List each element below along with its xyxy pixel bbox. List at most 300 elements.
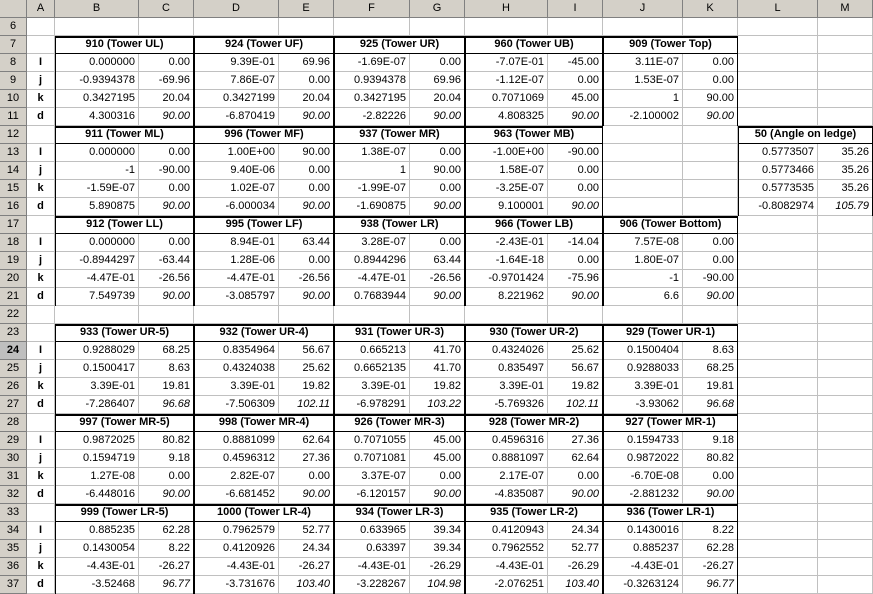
- grid-cell[interactable]: [683, 180, 738, 198]
- row-header-14[interactable]: 14: [0, 162, 27, 180]
- data-cell[interactable]: 9.40E-06: [194, 162, 279, 180]
- data-cell[interactable]: 90.00: [683, 288, 738, 306]
- grid-cell[interactable]: [738, 360, 818, 378]
- row-header-27[interactable]: 27: [0, 396, 27, 414]
- row-label-cell[interactable]: j: [27, 360, 55, 378]
- data-cell[interactable]: 0.835497: [465, 360, 548, 378]
- data-cell[interactable]: 0.9872022: [603, 450, 683, 468]
- data-cell[interactable]: 1.53E-07: [603, 72, 683, 90]
- grid-cell[interactable]: [738, 288, 818, 306]
- grid-cell[interactable]: [27, 36, 55, 54]
- data-cell[interactable]: -7.07E-01: [465, 54, 548, 72]
- row-header-28[interactable]: 28: [0, 414, 27, 432]
- data-cell[interactable]: 0.00: [683, 234, 738, 252]
- grid-cell[interactable]: [738, 36, 818, 54]
- group-title-cell[interactable]: 912 (Tower LL): [55, 216, 194, 234]
- data-cell[interactable]: -7.286407: [55, 396, 139, 414]
- grid-cell[interactable]: [818, 252, 873, 270]
- data-cell[interactable]: 1.80E-07: [603, 252, 683, 270]
- data-cell[interactable]: -26.56: [410, 270, 465, 288]
- data-cell[interactable]: 7.57E-08: [603, 234, 683, 252]
- data-cell[interactable]: 90.00: [139, 198, 194, 216]
- data-cell[interactable]: 9.100001: [465, 198, 548, 216]
- column-header-f[interactable]: F: [334, 0, 410, 18]
- grid-cell[interactable]: [410, 18, 465, 36]
- grid-cell[interactable]: [738, 576, 818, 594]
- data-cell[interactable]: 8.63: [139, 360, 194, 378]
- data-cell[interactable]: 24.34: [548, 522, 603, 540]
- data-cell[interactable]: 24.34: [279, 540, 334, 558]
- row-label-cell[interactable]: d: [27, 486, 55, 504]
- grid-cell[interactable]: [603, 126, 683, 144]
- data-cell[interactable]: 0.7071069: [465, 90, 548, 108]
- data-cell[interactable]: -1.690875: [334, 198, 410, 216]
- data-cell[interactable]: 0.00: [683, 252, 738, 270]
- group-title-cell[interactable]: 909 (Tower Top): [603, 36, 738, 54]
- grid-cell[interactable]: [603, 18, 683, 36]
- data-cell[interactable]: 0.3427199: [194, 90, 279, 108]
- data-cell[interactable]: 62.64: [548, 450, 603, 468]
- data-cell[interactable]: 90.00: [410, 288, 465, 306]
- grid-cell[interactable]: [410, 306, 465, 324]
- grid-cell[interactable]: [818, 54, 873, 72]
- data-cell[interactable]: 90.00: [548, 288, 603, 306]
- data-cell[interactable]: 96.68: [683, 396, 738, 414]
- data-cell[interactable]: 0.7962552: [465, 540, 548, 558]
- data-cell[interactable]: 0.000000: [55, 144, 139, 162]
- group-title-cell[interactable]: 936 (Tower LR-1): [603, 504, 738, 522]
- data-cell[interactable]: 3.39E-01: [465, 378, 548, 396]
- row-header-11[interactable]: 11: [0, 108, 27, 126]
- data-cell[interactable]: 0.8881097: [465, 450, 548, 468]
- group-title-cell[interactable]: 924 (Tower UF): [194, 36, 334, 54]
- data-cell[interactable]: 68.25: [683, 360, 738, 378]
- data-cell[interactable]: -5.769326: [465, 396, 548, 414]
- grid-cell[interactable]: [738, 432, 818, 450]
- group-title-cell[interactable]: 960 (Tower UB): [465, 36, 603, 54]
- data-cell[interactable]: -4.835087: [465, 486, 548, 504]
- row-header-22[interactable]: 22: [0, 306, 27, 324]
- data-cell[interactable]: 90.00: [279, 198, 334, 216]
- data-cell[interactable]: 0.00: [279, 72, 334, 90]
- row-header-7[interactable]: 7: [0, 36, 27, 54]
- data-cell[interactable]: -6.120157: [334, 486, 410, 504]
- data-cell[interactable]: 52.77: [279, 522, 334, 540]
- grid-cell[interactable]: [465, 306, 548, 324]
- data-cell[interactable]: 0.9288029: [55, 342, 139, 360]
- data-cell[interactable]: 0.00: [548, 162, 603, 180]
- grid-cell[interactable]: [818, 306, 873, 324]
- data-cell[interactable]: 90.00: [683, 90, 738, 108]
- row-header-18[interactable]: 18: [0, 234, 27, 252]
- data-cell[interactable]: 39.34: [410, 540, 465, 558]
- row-header-35[interactable]: 35: [0, 540, 27, 558]
- data-cell[interactable]: 27.36: [548, 432, 603, 450]
- data-cell[interactable]: -1: [55, 162, 139, 180]
- data-cell[interactable]: 0.1500417: [55, 360, 139, 378]
- data-cell[interactable]: 90.00: [410, 198, 465, 216]
- data-cell[interactable]: -45.00: [548, 54, 603, 72]
- row-header-33[interactable]: 33: [0, 504, 27, 522]
- grid-cell[interactable]: [818, 558, 873, 576]
- grid-cell[interactable]: [818, 72, 873, 90]
- data-cell[interactable]: -26.29: [548, 558, 603, 576]
- data-cell[interactable]: 0.00: [548, 252, 603, 270]
- grid-cell[interactable]: [139, 18, 194, 36]
- group-title-cell[interactable]: 935 (Tower LR-2): [465, 504, 603, 522]
- grid-cell[interactable]: [27, 324, 55, 342]
- data-cell[interactable]: 3.11E-07: [603, 54, 683, 72]
- column-header-b[interactable]: B: [55, 0, 139, 18]
- data-cell[interactable]: 8.22: [139, 540, 194, 558]
- grid-cell[interactable]: [27, 216, 55, 234]
- data-cell[interactable]: 20.04: [139, 90, 194, 108]
- row-label-cell[interactable]: d: [27, 108, 55, 126]
- group-title-cell[interactable]: 927 (Tower MR-1): [603, 414, 738, 432]
- row-header-34[interactable]: 34: [0, 522, 27, 540]
- row-header-8[interactable]: 8: [0, 54, 27, 72]
- grid-cell[interactable]: [603, 180, 683, 198]
- data-cell[interactable]: 1.28E-06: [194, 252, 279, 270]
- data-cell[interactable]: 41.70: [410, 360, 465, 378]
- data-cell[interactable]: 0.00: [683, 72, 738, 90]
- grid-cell[interactable]: [683, 162, 738, 180]
- data-cell[interactable]: 105.79: [818, 198, 873, 216]
- data-cell[interactable]: 90.00: [548, 486, 603, 504]
- row-header-12[interactable]: 12: [0, 126, 27, 144]
- group-title-cell[interactable]: 1000 (Tower LR-4): [194, 504, 334, 522]
- data-cell[interactable]: 0.8881099: [194, 432, 279, 450]
- data-cell[interactable]: 0.00: [683, 468, 738, 486]
- row-header-26[interactable]: 26: [0, 378, 27, 396]
- grid-cell[interactable]: [738, 270, 818, 288]
- data-cell[interactable]: 56.67: [548, 360, 603, 378]
- data-cell[interactable]: 62.64: [279, 432, 334, 450]
- row-label-cell[interactable]: k: [27, 558, 55, 576]
- data-cell[interactable]: 0.00: [139, 54, 194, 72]
- data-cell[interactable]: -3.228267: [334, 576, 410, 594]
- data-cell[interactable]: 90.00: [683, 108, 738, 126]
- data-cell[interactable]: 52.77: [548, 540, 603, 558]
- column-header-d[interactable]: D: [194, 0, 279, 18]
- data-cell[interactable]: 3.39E-01: [334, 378, 410, 396]
- data-cell[interactable]: -4.43E-01: [194, 558, 279, 576]
- data-cell[interactable]: -2.076251: [465, 576, 548, 594]
- grid-cell[interactable]: [818, 90, 873, 108]
- data-cell[interactable]: 4.300316: [55, 108, 139, 126]
- grid-cell[interactable]: [683, 18, 738, 36]
- grid-cell[interactable]: [738, 90, 818, 108]
- data-cell[interactable]: 3.37E-07: [334, 468, 410, 486]
- data-cell[interactable]: 2.17E-07: [465, 468, 548, 486]
- group-title-cell[interactable]: 996 (Tower MF): [194, 126, 334, 144]
- row-label-cell[interactable]: j: [27, 162, 55, 180]
- grid-cell[interactable]: [818, 18, 873, 36]
- data-cell[interactable]: 19.81: [139, 378, 194, 396]
- data-cell[interactable]: -0.3263124: [603, 576, 683, 594]
- row-label-cell[interactable]: k: [27, 180, 55, 198]
- data-cell[interactable]: -1.99E-07: [334, 180, 410, 198]
- grid-cell[interactable]: [738, 378, 818, 396]
- row-header-30[interactable]: 30: [0, 450, 27, 468]
- data-cell[interactable]: 0.00: [548, 72, 603, 90]
- group-title-cell[interactable]: 906 (Tower Bottom): [603, 216, 738, 234]
- data-cell[interactable]: 0.00: [139, 468, 194, 486]
- grid-cell[interactable]: [27, 306, 55, 324]
- group-title-cell[interactable]: 931 (Tower UR-3): [334, 324, 465, 342]
- data-cell[interactable]: 90.00: [139, 108, 194, 126]
- data-cell[interactable]: 19.82: [279, 378, 334, 396]
- row-label-cell[interactable]: d: [27, 288, 55, 306]
- data-cell[interactable]: 0.00: [279, 162, 334, 180]
- data-cell[interactable]: 0.1430054: [55, 540, 139, 558]
- group-title-cell[interactable]: 932 (Tower UR-4): [194, 324, 334, 342]
- data-cell[interactable]: -26.27: [683, 558, 738, 576]
- data-cell[interactable]: 0.00: [548, 468, 603, 486]
- data-cell[interactable]: 103.22: [410, 396, 465, 414]
- grid-cell[interactable]: [738, 558, 818, 576]
- group-title-cell[interactable]: 995 (Tower LF): [194, 216, 334, 234]
- group-title-cell[interactable]: 963 (Tower MB): [465, 126, 603, 144]
- data-cell[interactable]: 90.00: [548, 198, 603, 216]
- data-cell[interactable]: 6.6: [603, 288, 683, 306]
- data-cell[interactable]: 3.39E-01: [603, 378, 683, 396]
- data-cell[interactable]: 0.8354964: [194, 342, 279, 360]
- row-header-10[interactable]: 10: [0, 90, 27, 108]
- data-cell[interactable]: 0.4324026: [465, 342, 548, 360]
- row-label-cell[interactable]: j: [27, 450, 55, 468]
- row-header-32[interactable]: 32: [0, 486, 27, 504]
- row-label-cell[interactable]: d: [27, 198, 55, 216]
- data-cell[interactable]: 90.00: [279, 288, 334, 306]
- grid-cell[interactable]: [548, 18, 603, 36]
- data-cell[interactable]: 0.3427195: [55, 90, 139, 108]
- data-cell[interactable]: 7.86E-07: [194, 72, 279, 90]
- row-header-25[interactable]: 25: [0, 360, 27, 378]
- data-cell[interactable]: -0.8082974: [738, 198, 818, 216]
- data-cell[interactable]: 0.7683944: [334, 288, 410, 306]
- data-cell[interactable]: -2.43E-01: [465, 234, 548, 252]
- data-cell[interactable]: 0.00: [139, 234, 194, 252]
- data-cell[interactable]: 39.34: [410, 522, 465, 540]
- data-cell[interactable]: 104.98: [410, 576, 465, 594]
- row-label-cell[interactable]: j: [27, 540, 55, 558]
- grid-cell[interactable]: [818, 432, 873, 450]
- grid-cell[interactable]: [818, 396, 873, 414]
- data-cell[interactable]: 8.94E-01: [194, 234, 279, 252]
- column-header-a[interactable]: A: [27, 0, 55, 18]
- column-header-i[interactable]: I: [548, 0, 603, 18]
- data-cell[interactable]: 0.00: [410, 144, 465, 162]
- grid-cell[interactable]: [818, 522, 873, 540]
- data-cell[interactable]: 0.665213: [334, 342, 410, 360]
- data-cell[interactable]: 0.7071055: [334, 432, 410, 450]
- data-cell[interactable]: -1.69E-07: [334, 54, 410, 72]
- group-title-cell[interactable]: 938 (Tower LR): [334, 216, 465, 234]
- grid-cell[interactable]: [27, 414, 55, 432]
- data-cell[interactable]: 96.77: [683, 576, 738, 594]
- data-cell[interactable]: 35.26: [818, 162, 873, 180]
- group-title-cell[interactable]: 997 (Tower MR-5): [55, 414, 194, 432]
- data-cell[interactable]: 0.7962579: [194, 522, 279, 540]
- data-cell[interactable]: 90.00: [279, 144, 334, 162]
- data-cell[interactable]: 0.1430016: [603, 522, 683, 540]
- data-cell[interactable]: 0.1500404: [603, 342, 683, 360]
- row-header-15[interactable]: 15: [0, 180, 27, 198]
- data-cell[interactable]: 90.00: [279, 108, 334, 126]
- grid-cell[interactable]: [683, 126, 738, 144]
- data-cell[interactable]: 45.00: [410, 450, 465, 468]
- row-label-cell[interactable]: k: [27, 378, 55, 396]
- data-cell[interactable]: -4.43E-01: [334, 558, 410, 576]
- data-cell[interactable]: -6.448016: [55, 486, 139, 504]
- data-cell[interactable]: 5.890875: [55, 198, 139, 216]
- grid-cell[interactable]: [334, 306, 410, 324]
- data-cell[interactable]: -1.59E-07: [55, 180, 139, 198]
- row-label-cell[interactable]: I: [27, 144, 55, 162]
- grid-cell[interactable]: [738, 18, 818, 36]
- grid-cell[interactable]: [738, 72, 818, 90]
- data-cell[interactable]: 1: [603, 90, 683, 108]
- group-title-cell[interactable]: 937 (Tower MR): [334, 126, 465, 144]
- data-cell[interactable]: 80.82: [139, 432, 194, 450]
- grid-cell[interactable]: [738, 306, 818, 324]
- data-cell[interactable]: 8.221962: [465, 288, 548, 306]
- row-header-17[interactable]: 17: [0, 216, 27, 234]
- data-cell[interactable]: 103.40: [279, 576, 334, 594]
- data-cell[interactable]: 0.5773507: [738, 144, 818, 162]
- grid-cell[interactable]: [603, 198, 683, 216]
- data-cell[interactable]: 102.11: [548, 396, 603, 414]
- data-cell[interactable]: 8.63: [683, 342, 738, 360]
- grid-cell[interactable]: [818, 576, 873, 594]
- data-cell[interactable]: -4.47E-01: [55, 270, 139, 288]
- data-cell[interactable]: 69.96: [410, 72, 465, 90]
- data-cell[interactable]: 41.70: [410, 342, 465, 360]
- row-label-cell[interactable]: j: [27, 252, 55, 270]
- row-label-cell[interactable]: k: [27, 90, 55, 108]
- data-cell[interactable]: 62.28: [683, 540, 738, 558]
- grid-cell[interactable]: [818, 288, 873, 306]
- data-cell[interactable]: -75.96: [548, 270, 603, 288]
- data-cell[interactable]: 19.82: [548, 378, 603, 396]
- group-title-cell[interactable]: 928 (Tower MR-2): [465, 414, 603, 432]
- grid-cell[interactable]: [818, 468, 873, 486]
- data-cell[interactable]: 9.18: [683, 432, 738, 450]
- row-label-cell[interactable]: I: [27, 432, 55, 450]
- data-cell[interactable]: 0.9872025: [55, 432, 139, 450]
- grid-cell[interactable]: [738, 342, 818, 360]
- data-cell[interactable]: -69.96: [139, 72, 194, 90]
- data-cell[interactable]: 90.00: [683, 486, 738, 504]
- data-cell[interactable]: 1.38E-07: [334, 144, 410, 162]
- grid-cell[interactable]: [465, 18, 548, 36]
- data-cell[interactable]: -2.82226: [334, 108, 410, 126]
- grid-cell[interactable]: [818, 270, 873, 288]
- group-title-cell[interactable]: 966 (Tower LB): [465, 216, 603, 234]
- data-cell[interactable]: 90.00: [410, 108, 465, 126]
- data-cell[interactable]: 45.00: [548, 90, 603, 108]
- data-cell[interactable]: 0.000000: [55, 54, 139, 72]
- data-cell[interactable]: 63.44: [410, 252, 465, 270]
- group-title-cell[interactable]: 999 (Tower LR-5): [55, 504, 194, 522]
- row-label-cell[interactable]: I: [27, 522, 55, 540]
- data-cell[interactable]: 9.18: [139, 450, 194, 468]
- column-header-m[interactable]: M: [818, 0, 873, 18]
- grid-cell[interactable]: [603, 144, 683, 162]
- grid-cell[interactable]: [27, 126, 55, 144]
- data-cell[interactable]: 19.82: [410, 378, 465, 396]
- data-cell[interactable]: 0.63397: [334, 540, 410, 558]
- data-cell[interactable]: -26.56: [279, 270, 334, 288]
- data-cell[interactable]: 0.9394378: [334, 72, 410, 90]
- data-cell[interactable]: -7.506309: [194, 396, 279, 414]
- data-cell[interactable]: -6.870419: [194, 108, 279, 126]
- data-cell[interactable]: -26.29: [410, 558, 465, 576]
- data-cell[interactable]: 9.39E-01: [194, 54, 279, 72]
- row-header-6[interactable]: 6: [0, 18, 27, 36]
- data-cell[interactable]: -1.12E-07: [465, 72, 548, 90]
- data-cell[interactable]: 0.00: [410, 180, 465, 198]
- grid-cell[interactable]: [27, 504, 55, 522]
- data-cell[interactable]: 2.82E-07: [194, 468, 279, 486]
- data-cell[interactable]: 102.11: [279, 396, 334, 414]
- data-cell[interactable]: -6.70E-08: [603, 468, 683, 486]
- data-cell[interactable]: -3.085797: [194, 288, 279, 306]
- data-cell[interactable]: -26.27: [279, 558, 334, 576]
- data-cell[interactable]: -4.43E-01: [465, 558, 548, 576]
- data-cell[interactable]: 0.00: [279, 180, 334, 198]
- grid-cell[interactable]: [55, 306, 139, 324]
- grid-cell[interactable]: [818, 360, 873, 378]
- data-cell[interactable]: 68.25: [139, 342, 194, 360]
- data-cell[interactable]: 0.633965: [334, 522, 410, 540]
- grid-cell[interactable]: [27, 18, 55, 36]
- grid-cell[interactable]: [548, 306, 603, 324]
- data-cell[interactable]: 0.5773466: [738, 162, 818, 180]
- data-cell[interactable]: 8.22: [683, 522, 738, 540]
- group-title-cell[interactable]: 911 (Tower ML): [55, 126, 194, 144]
- data-cell[interactable]: 0.4120943: [465, 522, 548, 540]
- grid-cell[interactable]: [818, 414, 873, 432]
- data-cell[interactable]: 25.62: [279, 360, 334, 378]
- grid-cell[interactable]: [683, 144, 738, 162]
- data-cell[interactable]: 90.00: [139, 288, 194, 306]
- data-cell[interactable]: -3.93062: [603, 396, 683, 414]
- row-header-16[interactable]: 16: [0, 198, 27, 216]
- data-cell[interactable]: -3.25E-07: [465, 180, 548, 198]
- row-label-cell[interactable]: d: [27, 576, 55, 594]
- grid-cell[interactable]: [738, 504, 818, 522]
- data-cell[interactable]: 0.885235: [55, 522, 139, 540]
- data-cell[interactable]: 0.00: [410, 234, 465, 252]
- row-label-cell[interactable]: I: [27, 54, 55, 72]
- data-cell[interactable]: 4.808325: [465, 108, 548, 126]
- grid-cell[interactable]: [334, 18, 410, 36]
- data-cell[interactable]: 0.7071081: [334, 450, 410, 468]
- row-header-24[interactable]: 24: [0, 342, 27, 360]
- grid-cell[interactable]: [818, 234, 873, 252]
- data-cell[interactable]: -2.881232: [603, 486, 683, 504]
- grid-cell[interactable]: [818, 108, 873, 126]
- grid-cell[interactable]: [818, 504, 873, 522]
- grid-cell[interactable]: [279, 306, 334, 324]
- data-cell[interactable]: -63.44: [139, 252, 194, 270]
- grid-cell[interactable]: [738, 486, 818, 504]
- row-label-cell[interactable]: k: [27, 270, 55, 288]
- grid-cell[interactable]: [738, 450, 818, 468]
- column-header-h[interactable]: H: [465, 0, 548, 18]
